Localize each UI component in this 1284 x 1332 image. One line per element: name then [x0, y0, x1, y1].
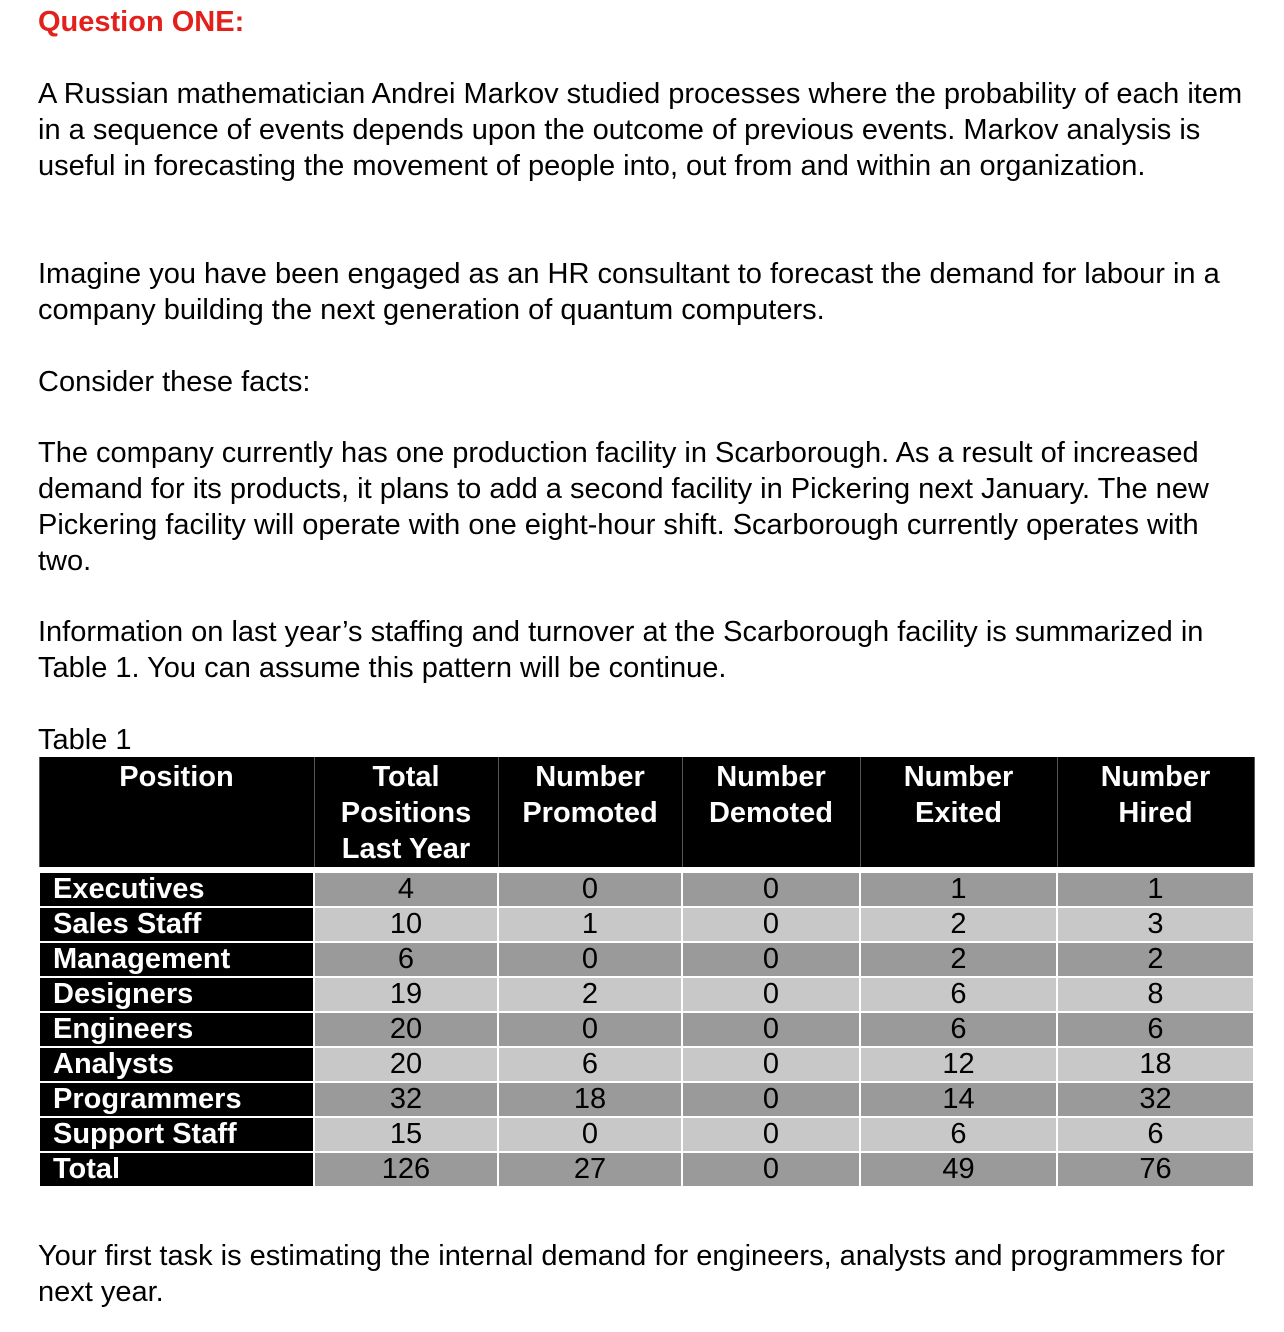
cell-exited: 2: [860, 942, 1057, 977]
cell-total: 10: [314, 907, 498, 942]
cell-hired: 6: [1057, 1012, 1254, 1047]
cell-total: 4: [314, 870, 498, 907]
cell-exited: 6: [860, 1117, 1057, 1152]
cell-promoted: 0: [498, 1012, 682, 1047]
cell-hired: 2: [1057, 942, 1254, 977]
cell-position: Engineers: [39, 1012, 314, 1047]
cell-promoted: 27: [498, 1152, 682, 1187]
table-row: [39, 1082, 1254, 1117]
cell-demoted: 0: [682, 1152, 860, 1187]
cell-promoted: 6: [498, 1047, 682, 1082]
cell-position: Total: [39, 1152, 314, 1187]
paragraph-table-intro: Information on last year’s staffing and turnover at the Scarborough facility is summarized in Table 1. You can assume this pattern will be continue.: [38, 616, 1204, 684]
paragraph-consider: Consider these facts:: [38, 366, 311, 398]
cell-exited: 12: [860, 1047, 1057, 1082]
cell-demoted: 0: [682, 1012, 860, 1047]
table-header-row: [39, 757, 1254, 870]
table-row: [39, 1117, 1254, 1152]
cell-hired: 1: [1057, 870, 1254, 907]
question-title: Question ONE:: [38, 6, 245, 38]
cell-promoted: 0: [498, 870, 682, 907]
cell-position: Analysts: [39, 1047, 314, 1082]
cell-hired: 8: [1057, 977, 1254, 1012]
table-caption: Table 1: [38, 724, 132, 756]
cell-hired: 18: [1057, 1047, 1254, 1082]
cell-total: 19: [314, 977, 498, 1012]
cell-demoted: 0: [682, 907, 860, 942]
paragraph-consultant: Imagine you have been engaged as an HR consultant to forecast the demand for labour in a company building the next generation of quantum computers.: [38, 258, 1220, 326]
header-total-positions: Total Positions Last Year: [314, 757, 498, 870]
cell-position: Management: [39, 942, 314, 977]
cell-demoted: 0: [682, 1082, 860, 1117]
cell-promoted: 0: [498, 942, 682, 977]
cell-total: 20: [314, 1047, 498, 1082]
cell-demoted: 0: [682, 870, 860, 907]
cell-promoted: 18: [498, 1082, 682, 1117]
cell-total: 15: [314, 1117, 498, 1152]
cell-position: Executives: [39, 870, 314, 907]
cell-hired: 6: [1057, 1117, 1254, 1152]
cell-hired: 76: [1057, 1152, 1254, 1187]
header-position: Position: [39, 757, 314, 870]
cell-position: Sales Staff: [39, 907, 314, 942]
paragraph-facilities: The company currently has one production facility in Scarborough. As a result of increased demand for its products, it plans to add a second facility in Pickering next January. The new Pickering facility will operate with one eight-hour shift. Scarborough currently operates with two.: [38, 437, 1209, 577]
cell-promoted: 1: [498, 907, 682, 942]
cell-hired: 3: [1057, 907, 1254, 942]
cell-exited: 49: [860, 1152, 1057, 1187]
cell-exited: 14: [860, 1082, 1057, 1117]
table-total-row: [39, 1152, 1254, 1187]
cell-total: 126: [314, 1152, 498, 1187]
table-row: [39, 942, 1254, 977]
cell-exited: 1: [860, 870, 1057, 907]
header-exited: Number Exited: [860, 757, 1057, 870]
cell-exited: 6: [860, 977, 1057, 1012]
cell-demoted: 0: [682, 1047, 860, 1082]
table-row: [39, 907, 1254, 942]
header-hired: Number Hired: [1057, 757, 1254, 870]
cell-exited: 6: [860, 1012, 1057, 1047]
paragraph-markov-intro: A Russian mathematician Andrei Markov studied processes where the probability of each item in a sequence of events depends upon the outcome of previous events. Markov analysis is useful in forecasting the movement of people into, out from and within an organization.: [38, 78, 1243, 182]
cell-demoted: 0: [682, 977, 860, 1012]
header-demoted: Number Demoted: [682, 757, 860, 870]
cell-position: Support Staff: [39, 1117, 314, 1152]
table-row: [39, 870, 1254, 907]
cell-promoted: 0: [498, 1117, 682, 1152]
paragraph-first-task: Your first task is estimating the internal demand for engineers, analysts and programmers for next year.: [38, 1240, 1225, 1308]
cell-position: Designers: [39, 977, 314, 1012]
cell-exited: 2: [860, 907, 1057, 942]
table-row: [39, 977, 1254, 1012]
cell-demoted: 0: [682, 1117, 860, 1152]
cell-position: Programmers: [39, 1082, 314, 1117]
table-row: [39, 1047, 1254, 1082]
table-row: [39, 1012, 1254, 1047]
cell-total: 20: [314, 1012, 498, 1047]
staffing-table: [38, 757, 1255, 1188]
cell-demoted: 0: [682, 942, 860, 977]
header-promoted: Number Promoted: [498, 757, 682, 870]
cell-total: 6: [314, 942, 498, 977]
cell-hired: 32: [1057, 1082, 1254, 1117]
cell-total: 32: [314, 1082, 498, 1117]
cell-promoted: 2: [498, 977, 682, 1012]
